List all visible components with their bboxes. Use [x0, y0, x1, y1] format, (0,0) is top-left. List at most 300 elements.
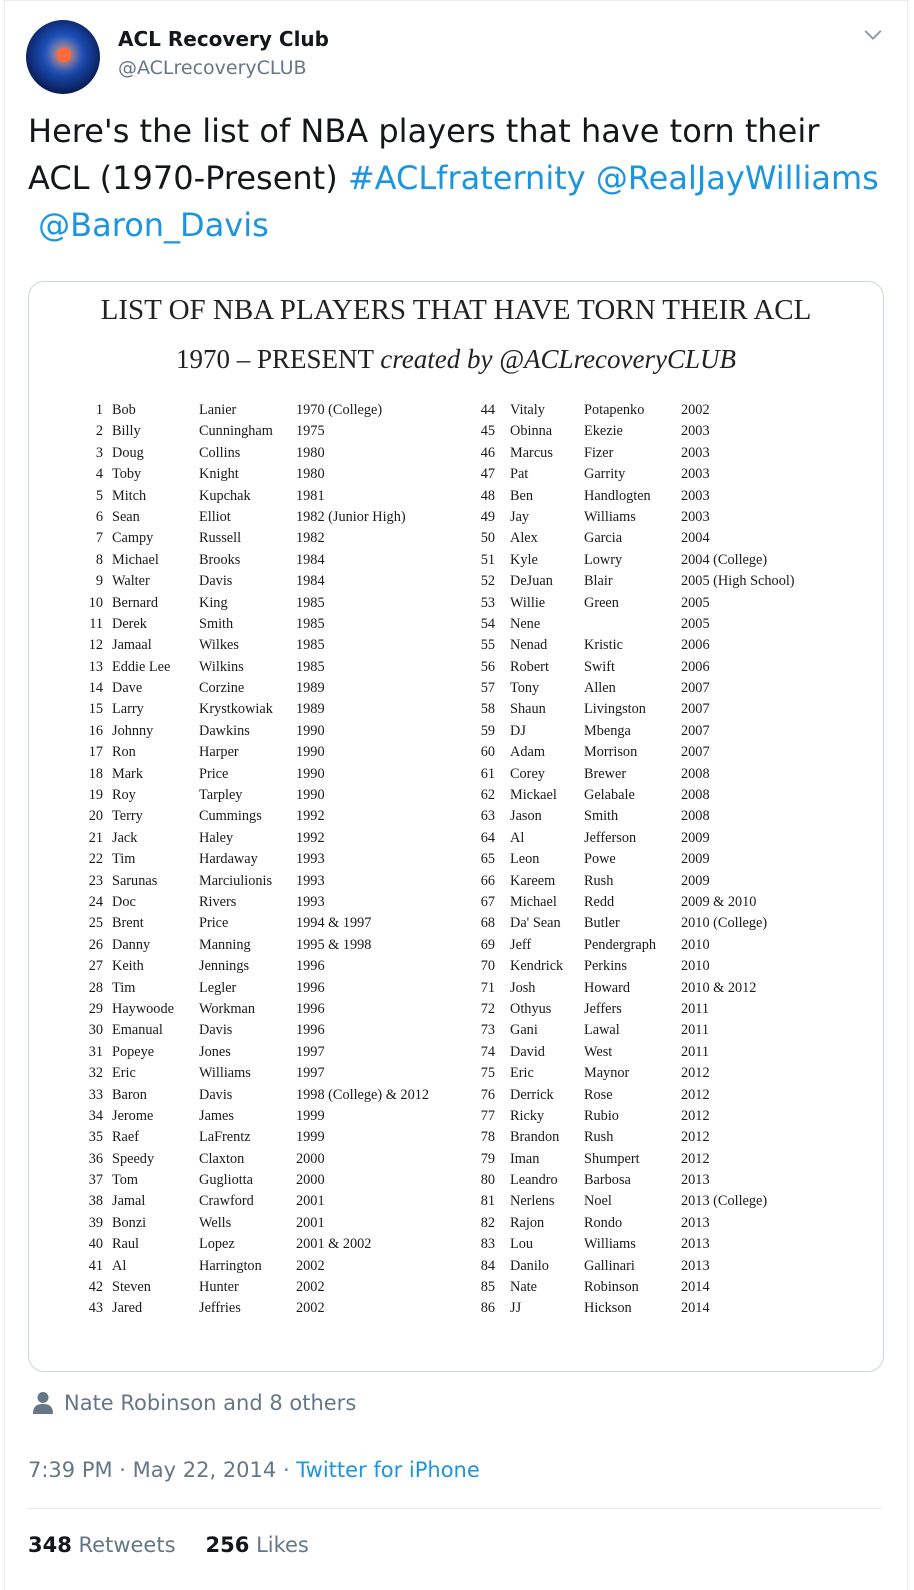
player-number: 79: [480, 1150, 495, 1167]
player-number: 70: [480, 958, 495, 975]
player-number: 81: [480, 1193, 495, 1210]
player-first-name: Lou: [510, 1236, 534, 1253]
player-first-name: Al: [510, 829, 525, 846]
hashtag-link[interactable]: #ACLfraternity: [347, 159, 586, 197]
player-last-name: Pendergraph: [584, 936, 656, 953]
tweet-source[interactable]: Twitter for iPhone: [296, 1458, 480, 1482]
player-number: 75: [480, 1065, 495, 1082]
player-first-name: Sean: [112, 508, 140, 525]
player-number: 29: [88, 1000, 103, 1017]
player-first-name: Derrick: [510, 1086, 554, 1103]
player-year: 1975: [296, 423, 325, 440]
person-icon: [32, 1391, 54, 1415]
player-year: 1996: [296, 1000, 325, 1017]
player-first-name: Haywoode: [112, 1000, 174, 1017]
player-last-name: Allen: [584, 680, 616, 697]
player-last-name: King: [199, 594, 228, 611]
author-handle[interactable]: @ACLrecoveryCLUB: [118, 57, 307, 79]
player-year: 1993: [296, 893, 325, 910]
player-last-name: Dawkins: [199, 722, 250, 739]
player-year: 1980: [296, 444, 325, 461]
player-last-name: Brewer: [584, 765, 627, 782]
player-year: 1992: [296, 829, 325, 846]
player-year: 1982: [296, 530, 325, 547]
player-year: 2001 & 2002: [296, 1236, 372, 1253]
player-first-name: Tim: [112, 851, 136, 868]
player-year: 1981: [296, 487, 325, 504]
player-number: 51: [480, 551, 495, 568]
player-number: 77: [480, 1107, 495, 1124]
player-first-name: Rajon: [510, 1214, 545, 1231]
player-number: 43: [88, 1300, 103, 1317]
player-first-name: Obinna: [510, 423, 553, 440]
player-number: 41: [88, 1257, 103, 1274]
player-first-name: Derek: [112, 615, 147, 632]
player-last-name: Barbosa: [584, 1172, 631, 1189]
player-last-name: Fizer: [584, 444, 614, 461]
player-first-name: Jay: [510, 508, 530, 525]
player-year: 2009: [681, 872, 710, 889]
player-number: 32: [88, 1065, 103, 1082]
player-number: 15: [88, 701, 103, 718]
player-last-name: West: [584, 1043, 613, 1060]
player-first-name: Brent: [112, 915, 144, 932]
player-first-name: Ron: [112, 744, 136, 761]
likes-stat[interactable]: [206, 1533, 309, 1557]
player-year: 2012: [681, 1065, 710, 1082]
player-year: 2013 (College): [681, 1193, 768, 1210]
player-last-name: Smith: [199, 615, 234, 632]
player-last-name: Hardaway: [199, 851, 258, 868]
player-year: 2009: [681, 829, 710, 846]
player-year: 1989: [296, 680, 325, 697]
player-number: 74: [480, 1043, 495, 1060]
player-year: 1996: [296, 1022, 325, 1039]
player-number: 60: [480, 744, 495, 761]
player-number: 9: [95, 573, 103, 590]
liked-by-text: Nate Robinson and 8 others: [64, 1391, 357, 1415]
player-year: 2005 (High School): [681, 573, 795, 590]
player-number: 23: [88, 872, 103, 889]
player-first-name: Bob: [112, 402, 136, 418]
player-last-name: Butler: [584, 915, 620, 932]
player-first-name: Tim: [112, 979, 136, 996]
player-first-name: Baron: [112, 1086, 147, 1103]
player-last-name: Harper: [199, 744, 239, 761]
player-number: 58: [480, 701, 495, 718]
player-number: 39: [88, 1214, 103, 1231]
player-last-name: Davis: [199, 573, 233, 590]
player-year: 1996: [296, 979, 325, 996]
player-last-name: LaFrentz: [199, 1129, 251, 1146]
player-number: 2: [95, 423, 103, 440]
player-number: 34: [88, 1107, 103, 1124]
author-name[interactable]: ACL Recovery Club: [118, 27, 329, 51]
player-number: 21: [88, 829, 103, 846]
player-year: 1989: [296, 701, 325, 718]
player-number: 3: [95, 444, 103, 461]
player-year: 2013: [681, 1257, 710, 1274]
player-last-name: Garrity: [584, 466, 626, 483]
player-last-name: Cummings: [199, 808, 262, 825]
player-year: 1990: [296, 722, 325, 739]
player-number: 7: [95, 530, 103, 547]
player-last-name: Price: [199, 765, 229, 782]
player-last-name: Claxton: [199, 1150, 245, 1167]
player-year: 1982 (Junior High): [296, 508, 406, 525]
player-first-name: DJ: [510, 722, 526, 739]
player-last-name: Jones: [199, 1043, 231, 1060]
player-year: 2008: [681, 765, 710, 782]
player-last-name: Garcia: [584, 530, 623, 547]
player-first-name: Ricky: [510, 1107, 545, 1124]
player-year: 2012: [681, 1107, 710, 1124]
player-year: 2002: [296, 1279, 325, 1296]
player-year: 2013: [681, 1172, 710, 1189]
player-first-name: Da' Sean: [510, 915, 561, 932]
player-number: 72: [480, 1000, 495, 1017]
player-number: 20: [88, 808, 103, 825]
player-number: 24: [88, 893, 103, 910]
player-number: 25: [88, 915, 103, 932]
player-number: 86: [480, 1300, 495, 1317]
player-year: 1999: [296, 1107, 325, 1124]
player-year: 2010 (College): [681, 915, 768, 932]
retweets-stat[interactable]: [28, 1533, 176, 1557]
player-last-name: Marciulionis: [199, 872, 273, 889]
player-last-name: Livingston: [584, 701, 646, 718]
player-last-name: Legler: [199, 979, 237, 996]
player-first-name: Doug: [112, 444, 144, 461]
player-last-name: Collins: [199, 444, 241, 461]
player-year: 2007: [681, 701, 710, 718]
player-last-name: James: [199, 1107, 234, 1124]
player-year: 1999: [296, 1129, 325, 1146]
player-year: 2000: [296, 1150, 325, 1167]
player-first-name: Jared: [112, 1300, 143, 1317]
player-number: 16: [88, 722, 103, 739]
player-year: 1985: [296, 615, 325, 632]
tweet-meta: [28, 1458, 480, 1482]
player-number: 14: [88, 680, 103, 697]
player-number: 33: [88, 1086, 103, 1103]
player-first-name: DeJuan: [510, 573, 553, 590]
player-year: 2004: [681, 530, 710, 547]
player-number: 54: [480, 615, 495, 632]
player-number: 67: [480, 893, 495, 910]
player-last-name: Blair: [584, 573, 613, 590]
player-number: 84: [480, 1257, 495, 1274]
player-last-name: Davis: [199, 1086, 233, 1103]
player-first-name: Eddie Lee: [112, 658, 171, 675]
player-number: 63: [480, 808, 495, 825]
player-first-name: Walter: [112, 573, 150, 590]
player-last-name: Krystkowiak: [199, 701, 273, 718]
player-first-name: Jack: [112, 829, 138, 846]
player-year: 2003: [681, 487, 710, 504]
tweet-date[interactable]: May 22, 2014: [132, 1458, 277, 1482]
player-last-name: Tarpley: [199, 787, 243, 804]
player-year: 2002: [296, 1257, 325, 1274]
player-last-name: Hunter: [199, 1279, 239, 1296]
player-number: 53: [480, 594, 495, 611]
player-year: 1996: [296, 958, 325, 975]
player-last-name: Handlogten: [584, 487, 651, 504]
player-first-name: Raef: [112, 1129, 139, 1146]
player-year: 2010: [681, 936, 710, 953]
player-year: 2009 & 2010: [681, 893, 757, 910]
player-first-name: Nate: [510, 1279, 537, 1296]
tweet-time[interactable]: 7:39 PM: [28, 1458, 113, 1482]
meta-separator: ·: [276, 1458, 297, 1482]
player-year: 2001: [296, 1193, 325, 1210]
player-number: 8: [95, 551, 103, 568]
player-number: 68: [480, 915, 495, 932]
player-number: 6: [95, 508, 103, 525]
player-year: 1997: [296, 1043, 325, 1060]
player-number: 37: [88, 1172, 103, 1189]
player-last-name: Wilkes: [199, 637, 239, 654]
player-last-name: Davis: [199, 1022, 233, 1039]
player-last-name: Howard: [584, 979, 631, 996]
player-year: 1993: [296, 872, 325, 889]
player-number: 13: [88, 658, 103, 675]
player-first-name: Nene: [510, 615, 541, 632]
player-first-name: Corey: [510, 765, 545, 782]
player-number: 22: [88, 851, 103, 868]
player-first-name: Robert: [510, 658, 549, 675]
player-number: 59: [480, 722, 495, 739]
player-last-name: Perkins: [584, 958, 627, 975]
player-last-name: Workman: [199, 1000, 256, 1017]
player-first-name: Mark: [112, 765, 143, 782]
player-first-name: Ben: [510, 487, 534, 504]
liked-by[interactable]: [32, 1388, 356, 1418]
player-last-name: Corzine: [199, 680, 245, 697]
player-first-name: Larry: [112, 701, 144, 718]
player-year: 2012: [681, 1086, 710, 1103]
player-last-name: Williams: [199, 1065, 251, 1082]
player-number: 65: [480, 851, 495, 868]
player-number: 82: [480, 1214, 495, 1231]
player-year: 1993: [296, 851, 325, 868]
player-number: 57: [480, 680, 495, 697]
player-first-name: Shaun: [510, 701, 546, 718]
player-number: 42: [88, 1279, 103, 1296]
player-first-name: Iman: [510, 1150, 540, 1167]
player-number: 1: [95, 402, 103, 418]
player-number: 83: [480, 1236, 495, 1253]
player-last-name: Rush: [584, 1129, 614, 1146]
player-year: 1985: [296, 637, 325, 654]
player-last-name: Noel: [584, 1193, 612, 1210]
player-last-name: Knight: [199, 466, 239, 483]
player-last-name: Maynor: [584, 1065, 630, 1082]
player-number: 55: [480, 637, 495, 654]
player-year: 2005: [681, 615, 710, 632]
player-year: 1997: [296, 1065, 325, 1082]
player-number: 4: [95, 466, 103, 483]
player-last-name: Rivers: [199, 893, 237, 910]
player-first-name: Brandon: [510, 1129, 560, 1146]
player-first-name: Nenad: [510, 637, 548, 654]
retweets-count: 348: [28, 1533, 72, 1557]
meta-separator: ·: [112, 1458, 133, 1482]
player-last-name: Wells: [199, 1214, 232, 1231]
player-year: 2013: [681, 1236, 710, 1253]
tweet-image[interactable]: [28, 281, 884, 1372]
player-year: 2014: [681, 1300, 710, 1317]
player-number: 36: [88, 1150, 103, 1167]
player-first-name: Dave: [112, 680, 143, 697]
player-first-name: Popeye: [112, 1043, 155, 1060]
player-last-name: Brooks: [199, 551, 241, 568]
player-first-name: Kendrick: [510, 958, 564, 975]
player-first-name: Jason: [510, 808, 542, 825]
mention-link[interactable]: @RealJayWilliams: [595, 159, 879, 197]
player-number: 61: [480, 765, 495, 782]
player-first-name: JJ: [510, 1300, 522, 1317]
player-last-name: Wilkins: [199, 658, 244, 675]
player-year: 2007: [681, 744, 710, 761]
player-year: 1990: [296, 744, 325, 761]
player-number: 38: [88, 1193, 103, 1210]
tweet-stats: [28, 1533, 309, 1557]
player-year: 2006: [681, 658, 710, 675]
player-last-name: Haley: [199, 829, 234, 846]
player-last-name: Green: [584, 594, 619, 611]
player-number: 49: [480, 508, 495, 525]
player-year: 2008: [681, 787, 710, 804]
player-number: 76: [480, 1086, 495, 1103]
player-last-name: Lanier: [199, 402, 237, 418]
divider: [28, 1508, 882, 1509]
player-last-name: Jeffers: [584, 1000, 622, 1017]
player-year: 2007: [681, 722, 710, 739]
player-number: 19: [88, 787, 103, 804]
player-number: 45: [480, 423, 495, 440]
player-number: 31: [88, 1043, 103, 1060]
player-year: 2003: [681, 444, 710, 461]
player-number: 80: [480, 1172, 495, 1189]
player-year: 1984: [296, 573, 325, 590]
player-year: 2003: [681, 423, 710, 440]
player-year: 2007: [681, 680, 710, 697]
player-last-name: Russell: [199, 530, 242, 547]
player-first-name: Tony: [510, 680, 540, 697]
player-number: 40: [88, 1236, 103, 1253]
player-last-name: Rubio: [584, 1107, 619, 1124]
player-first-name: Michael: [510, 893, 557, 910]
player-number: 17: [88, 744, 103, 761]
player-first-name: Doc: [112, 893, 136, 910]
player-last-name: Manning: [199, 936, 251, 953]
player-number: 69: [480, 936, 495, 953]
player-number: 35: [88, 1129, 103, 1146]
player-last-name: Potapenko: [584, 402, 645, 418]
player-last-name: Harrington: [199, 1257, 262, 1274]
player-number: 50: [480, 530, 495, 547]
player-number: 44: [480, 402, 495, 418]
player-number: 5: [95, 487, 103, 504]
player-first-name: Johnny: [112, 722, 154, 739]
player-number: 71: [480, 979, 495, 996]
player-first-name: Danny: [112, 936, 151, 953]
player-last-name: Robinson: [584, 1279, 639, 1296]
player-year: 2005: [681, 594, 710, 611]
player-number: 30: [88, 1022, 103, 1039]
player-first-name: Gani: [510, 1022, 538, 1039]
player-number: 27: [88, 958, 103, 975]
player-last-name: Mbenga: [584, 722, 631, 739]
player-first-name: Raul: [112, 1236, 140, 1253]
player-first-name: Al: [112, 1257, 127, 1274]
player-year: 2010: [681, 958, 710, 975]
player-last-name: Crawford: [199, 1193, 254, 1210]
player-first-name: Terry: [112, 808, 143, 825]
player-last-name: Jennings: [199, 958, 250, 975]
mention-link[interactable]: @Baron_Davis: [38, 206, 269, 244]
player-last-name: Cunningham: [199, 423, 273, 440]
player-year: 2010 & 2012: [681, 979, 757, 996]
player-first-name: Jamal: [112, 1193, 146, 1210]
player-year: 2012: [681, 1129, 710, 1146]
player-first-name: Pat: [510, 466, 529, 483]
player-last-name: Lowry: [584, 551, 623, 568]
player-number: 64: [480, 829, 495, 846]
player-year: 2009: [681, 851, 710, 868]
player-first-name: Mitch: [112, 487, 147, 504]
player-first-name: Jeff: [510, 936, 532, 953]
player-first-name: Jerome: [112, 1107, 154, 1124]
player-last-name: Jeffries: [199, 1300, 241, 1317]
player-year: 1990: [296, 765, 325, 782]
player-first-name: Steven: [112, 1279, 151, 1296]
player-last-name: Lopez: [199, 1236, 235, 1253]
player-first-name: Willie: [510, 594, 546, 611]
player-first-name: Tom: [112, 1172, 139, 1189]
player-year: 2013: [681, 1214, 710, 1231]
retweets-label: Retweets: [78, 1533, 176, 1557]
player-first-name: Nerlens: [510, 1193, 555, 1210]
player-first-name: Josh: [510, 979, 536, 996]
likes-label: Likes: [256, 1533, 309, 1557]
player-first-name: Eric: [112, 1065, 136, 1082]
player-last-name: Gugliotta: [199, 1172, 254, 1189]
player-number: 66: [480, 872, 495, 889]
player-number: 11: [89, 615, 103, 632]
player-last-name: Swift: [584, 658, 615, 675]
player-year: 2003: [681, 466, 710, 483]
player-last-name: Gallinari: [584, 1257, 635, 1274]
player-year: 2000: [296, 1172, 325, 1189]
player-first-name: Sarunas: [112, 872, 158, 889]
player-last-name: Kristic: [584, 637, 623, 654]
player-first-name: Kyle: [510, 551, 538, 568]
player-first-name: Leandro: [510, 1172, 558, 1189]
player-number: 85: [480, 1279, 495, 1296]
chevron-down-icon[interactable]: [862, 24, 884, 46]
player-last-name: Ekezie: [584, 423, 623, 440]
player-year: 2002: [681, 402, 710, 418]
player-number: 46: [480, 444, 495, 461]
player-year: 2001: [296, 1214, 325, 1231]
player-first-name: Othyus: [510, 1000, 552, 1017]
player-first-name: Alex: [510, 530, 538, 547]
player-number: 26: [88, 936, 103, 953]
tweet-text: [28, 108, 888, 249]
avatar[interactable]: [26, 20, 100, 94]
